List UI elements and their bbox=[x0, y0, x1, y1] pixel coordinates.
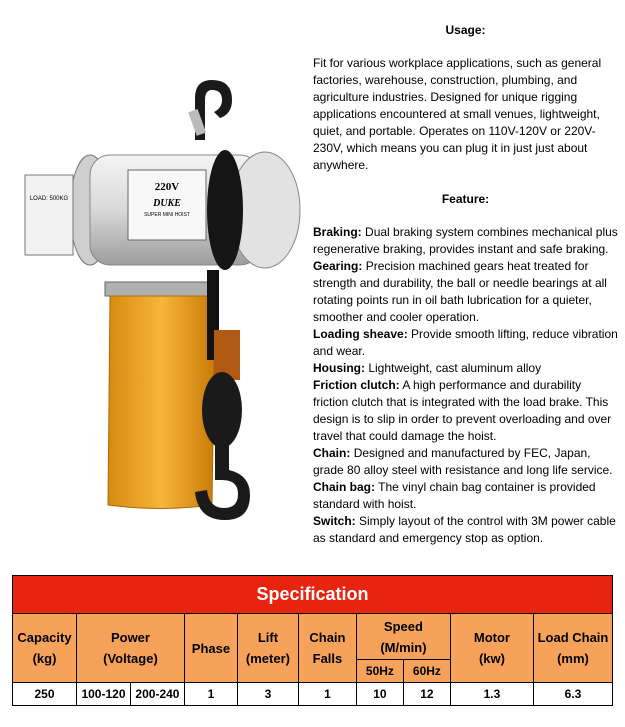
feature-label: Switch: bbox=[313, 514, 356, 528]
feature-label: Gearing: bbox=[313, 259, 363, 273]
feature-label: Chain bag: bbox=[313, 480, 375, 494]
feature-item bbox=[313, 513, 618, 547]
cell-lift: 3 bbox=[237, 683, 298, 706]
header-power: Power (Voltage) bbox=[77, 614, 185, 683]
plate-subtitle: SUPER MINI HOIST bbox=[144, 212, 190, 218]
electric-hoist-illustration bbox=[0, 0, 310, 575]
feature-text: Designed and manufactured by FEC, Japan, grade 80 alloy steel with resistance and long life service. bbox=[313, 446, 613, 477]
cell-speed-50hz: 10 bbox=[356, 683, 403, 706]
feature-text: Provide smooth lifting, reduce vibration and wear. bbox=[313, 327, 618, 358]
header-speed: Speed (M/min) bbox=[356, 614, 450, 660]
cell-chain-falls: 1 bbox=[298, 683, 356, 706]
cell-speed-60hz: 12 bbox=[403, 683, 450, 706]
feature-label: Loading sheave: bbox=[313, 327, 408, 341]
cell-load-chain: 6.3 bbox=[533, 683, 612, 706]
usage-text: Fit for various workplace applications, such as general factories, warehouse, construction, plumbing, and agriculture industries. Designed for unique rigging applications encountered at small venues, lightweight, quiet, and portable. Operates on 110V-120V or 220V-230V, which means you can plug it in just just about anywhere. bbox=[313, 56, 602, 172]
feature-label: Braking: bbox=[313, 225, 362, 239]
feature-item bbox=[313, 224, 618, 258]
feature-text: The vinyl chain bag container is provided standard with hoist. bbox=[313, 480, 596, 511]
cell-motor: 1.3 bbox=[450, 683, 533, 706]
header-chain-falls: Chain Falls bbox=[298, 614, 356, 683]
feature-text: Simply layout of the control with 3M power cable as standard and emergency stop as option. bbox=[313, 514, 616, 545]
cell-phase: 1 bbox=[184, 683, 237, 706]
cell-power-a: 100-120 bbox=[77, 683, 131, 706]
feature-heading: Feature: bbox=[441, 192, 490, 206]
feature-list bbox=[313, 224, 618, 547]
header-capacity: Capacity (kg) bbox=[13, 614, 77, 683]
feature-text: Lightweight, cast aluminum alloy bbox=[368, 361, 542, 375]
feature-item bbox=[313, 258, 618, 326]
header-lift: Lift (meter) bbox=[237, 614, 298, 683]
plate-voltage: 220V bbox=[154, 181, 180, 193]
feature-item bbox=[313, 479, 618, 513]
feature-item bbox=[313, 360, 618, 377]
header-phase: Phase bbox=[184, 614, 237, 683]
feature-text: Dual braking system combines mechanical plus regenerative braking, provides instant and safe braking. bbox=[313, 225, 618, 256]
feature-item bbox=[313, 445, 618, 479]
usage-heading: Usage: bbox=[445, 23, 486, 37]
header-load-chain: Load Chain (mm) bbox=[533, 614, 612, 683]
cell-power-b: 200-240 bbox=[130, 683, 184, 706]
plate-brand: DUKE bbox=[153, 198, 181, 209]
cell-capacity: 250 bbox=[13, 683, 77, 706]
feature-text: A high performance and durability friction clutch that is integrated with the load brake. This design is to slip in order to prevent overloading and over travel that could damage the hoist. bbox=[313, 378, 612, 443]
feature-label: Chain: bbox=[313, 446, 351, 460]
feature-label: Housing: bbox=[313, 361, 365, 375]
product-image bbox=[0, 0, 310, 575]
header-motor: Motor (kw) bbox=[450, 614, 533, 683]
description-column bbox=[313, 22, 618, 547]
spec-title: Specification bbox=[13, 576, 613, 614]
side-plate-label: LOAD: 500KG bbox=[29, 196, 69, 202]
header-speed-50hz: 50Hz bbox=[356, 660, 403, 683]
feature-label: Friction clutch: bbox=[313, 378, 400, 392]
specification-table bbox=[12, 575, 613, 706]
header-speed-60hz: 60Hz bbox=[403, 660, 450, 683]
feature-item bbox=[313, 377, 618, 445]
feature-item bbox=[313, 326, 618, 360]
feature-text: Precision machined gears heat treated for strength and durability, the ball or needle bearings at all rotating points run in oil bath lubrication for a quieter, smoother and cooler operation. bbox=[313, 259, 607, 324]
